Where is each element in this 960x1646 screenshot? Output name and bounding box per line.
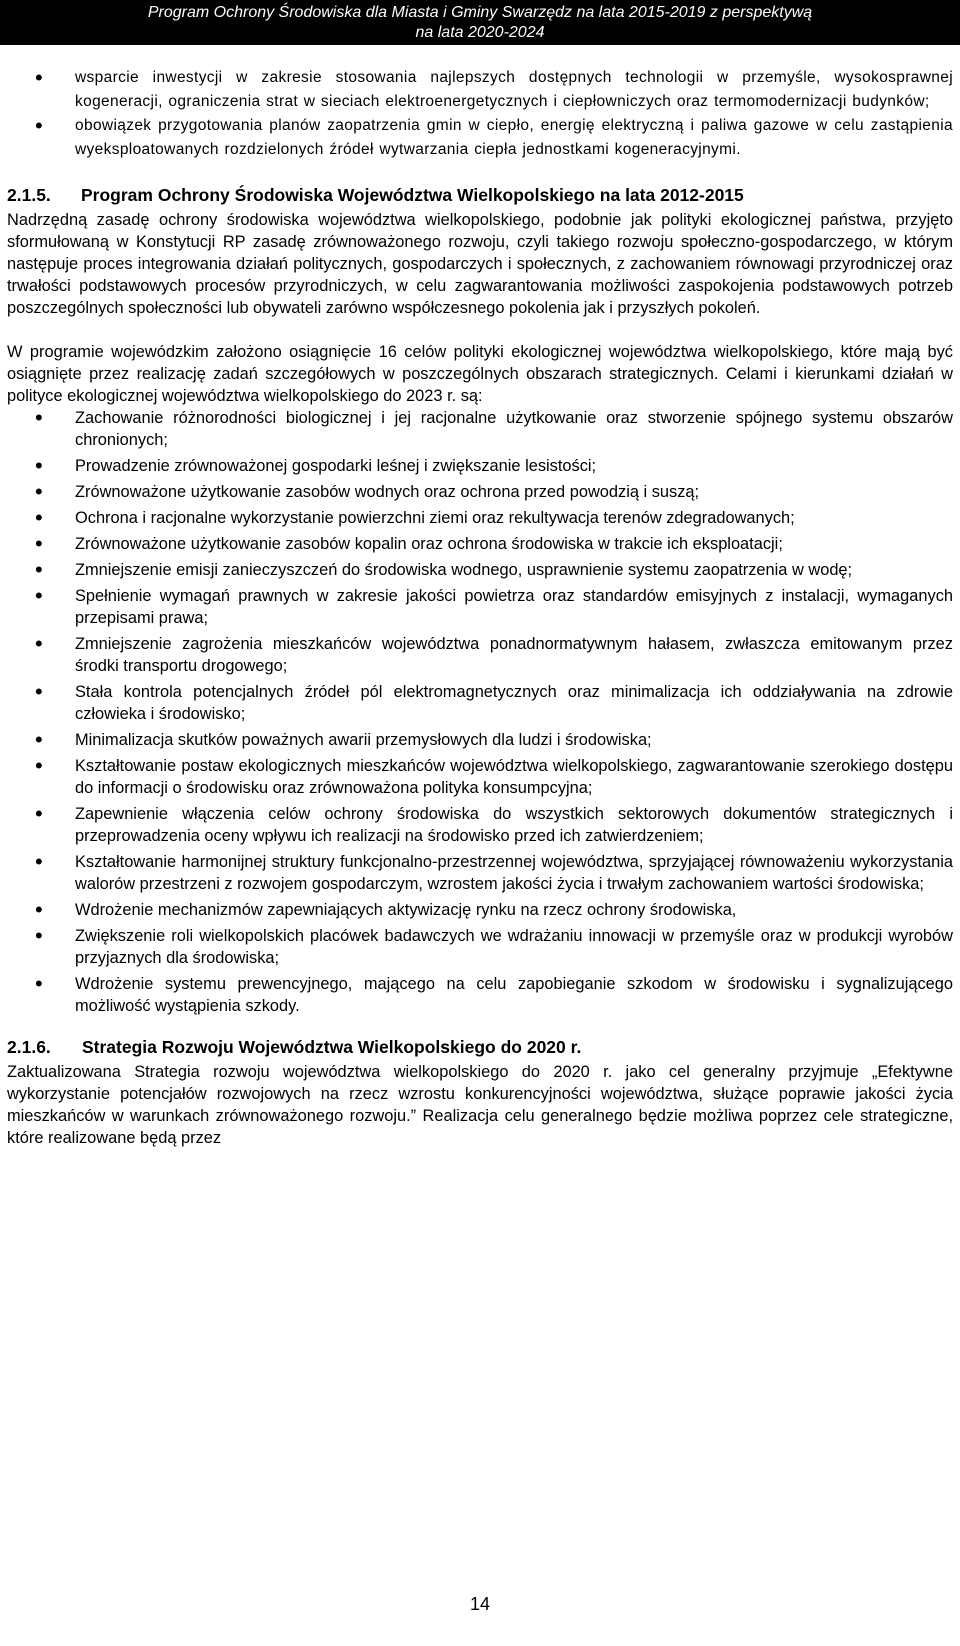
bullet-icon: • xyxy=(35,631,43,656)
list-item xyxy=(7,585,953,629)
list-item-text: Zachowanie różnorodności biologicznej i jej racjonalne użytkowanie oraz stworzenie spójnego systemu obszarów chronionych; xyxy=(75,409,953,449)
page-content xyxy=(7,66,953,1149)
bullet-icon: • xyxy=(35,923,43,948)
list-item-text: Zrównoważone użytkowanie zasobów wodnych oraz ochrona przed powodzią i suszą; xyxy=(75,483,700,501)
list-item-text: Minimalizacja skutków poważnych awarii przemysłowych dla ludzi i środowiska; xyxy=(75,731,652,749)
paragraph: Zaktualizowana Strategia rozwoju województwa wielkopolskiego do 2020 r. jako cel generalny przyjmuje „Efektywne wykorzystanie potencjałów rozwojowych na rzecz wzrostu konkurencyjności województwa, służące poprawie jakości życia mieszkańców w warunkach zrównoważonego rozwoju.” Realizacja celu generalnego będzie możliwa poprzez cele strategiczne, które realizowane będą przez xyxy=(7,1063,953,1147)
page-number: 14 xyxy=(469,1594,491,1614)
list-item xyxy=(7,681,953,725)
bullet-icon: • xyxy=(35,801,43,826)
bullet-icon: • xyxy=(35,453,43,478)
intro-bullet-list xyxy=(7,66,953,162)
section-title: Strategia Rozwoju Województwa Wielkopolskiego do 2020 r. xyxy=(82,1037,582,1057)
section-heading-2-1-5 xyxy=(7,183,953,207)
list-item xyxy=(7,533,953,555)
list-item xyxy=(7,973,953,1017)
running-header xyxy=(0,0,960,45)
running-header-line-2: na lata 2020-2024 xyxy=(415,24,545,41)
section-number: 2.1.5. xyxy=(7,185,51,205)
list-item xyxy=(7,755,953,799)
bullet-icon: • xyxy=(35,583,43,608)
bullet-icon: • xyxy=(35,727,43,752)
bullet-icon: • xyxy=(35,849,43,874)
list-item xyxy=(7,114,953,162)
bullet-icon: • xyxy=(35,113,44,138)
list-item-text: obowiązek przygotowania planów zaopatrzenia gmin w ciepło, energię elektryczną i paliwa gazowe w celu zastąpienia wyeksploatowanych rozdzielonych źródeł wytwarzania ciepła jednostkami kogeneracyjnymi. xyxy=(75,117,953,158)
bullet-icon: • xyxy=(35,405,43,430)
list-item-text: Zapewnienie włączenia celów ochrony środowiska do wszystkich sektorowych dokumentów strategicznych i przeprowadzenia oceny wpływu ich realizacji na środowisko przed ich zatwierdzeniem; xyxy=(75,805,953,845)
list-item xyxy=(7,851,953,895)
bullet-icon: • xyxy=(35,557,43,582)
list-item xyxy=(7,803,953,847)
list-item xyxy=(7,559,953,581)
list-item-text: Kształtowanie postaw ekologicznych mieszkańców województwa wielkopolskiego, zagwarantowanie szerokiego dostępu do informacji o środowisku oraz zrównoważona polityka konsumpcyjna; xyxy=(75,757,953,797)
bullet-icon: • xyxy=(35,505,43,530)
list-item xyxy=(7,899,953,921)
list-item-text: Wdrożenie mechanizmów zapewniających aktywizację rynku na rzecz ochrony środowiska, xyxy=(75,901,737,919)
bullet-icon: • xyxy=(35,897,43,922)
list-item xyxy=(7,455,953,477)
paragraph: Nadrzędną zasadę ochrony środowiska województwa wielkopolskiego, podobnie jak polityki ekologicznej państwa, przyjęto sformułowaną w Konstytucji RP zasadę zrównoważonego rozwoju, czyli takiego rozwoju społeczno-gospodarczego, w którym następuje proces integrowania działań politycznych, gospodarczych i społecznych, z zachowaniem równowagi przyrodniczej oraz trwałości podstawowych procesów przyrodniczych, w celu zagwarantowania możliwości zaspokojenia podstawowych potrzeb poszczególnych społeczności lub obywateli zarówno współczesnego pokolenia jak i przyszłych pokoleń. xyxy=(7,211,953,317)
section-heading-2-1-6 xyxy=(7,1035,953,1059)
list-item-text: Stała kontrola potencjalnych źródeł pól elektromagnetycznych oraz minimalizacja ich oddziaływania na zdrowie człowieka i środowisko; xyxy=(75,683,953,723)
list-item-text: wsparcie inwestycji w zakresie stosowania najlepszych dostępnych technologii w przemyśle, wysokosprawnej kogeneracji, ograniczenia strat w sieciach elektroenergetycznych i ciepłowniczych oraz termomodernizacji budynków; xyxy=(75,69,953,110)
list-item-text: Spełnienie wymagań prawnych w zakresie jakości powietrza oraz standardów emisyjnych z instalacji, wymaganych przepisami prawa; xyxy=(75,587,953,627)
bullet-icon: • xyxy=(35,531,43,556)
list-item xyxy=(7,925,953,969)
list-item xyxy=(7,729,953,751)
list-item xyxy=(7,66,953,114)
list-item-text: Zmniejszenie emisji zanieczyszczeń do środowiska wodnego, usprawnienie systemu zaopatrzenia w wodę; xyxy=(75,561,853,579)
running-header-line-1: Program Ochrony Środowiska dla Miasta i Gminy Swarzędz na lata 2015-2019 z perspektywą xyxy=(147,4,813,21)
bullet-icon: • xyxy=(35,971,43,996)
paragraph: W programie wojewódzkim założono osiągnięcie 16 celów polityki ekologicznej województwa wielkopolskiego, które mają być osiągnięte przez realizację zadań szczegółowych w poszczególnych obszarach strategicznych. Celami i kierunkami działań w polityce ekologicznej województwa wielkopolskiego do 2023 r. są: xyxy=(7,343,953,405)
bullet-icon: • xyxy=(35,479,43,504)
list-item-text: Zrównoważone użytkowanie zasobów kopalin oraz ochrona środowiska w trakcie ich eksploatacji; xyxy=(75,535,783,553)
bullet-icon: • xyxy=(35,753,43,778)
list-item xyxy=(7,633,953,677)
list-item-text: Ochrona i racjonalne wykorzystanie powierzchni ziemi oraz rekultywacja terenów zdegradowanych; xyxy=(75,509,795,527)
list-item-text: Zmniejszenie zagrożenia mieszkańców województwa ponadnormatywnym hałasem, zwłaszcza emitowanym przez środki transportu drogowego; xyxy=(75,635,953,675)
list-item-text: Zwiększenie roli wielkopolskich placówek badawczych we wdrażaniu innowacji w przemyśle oraz w produkcji wyrobów przyjaznych dla środowiska; xyxy=(75,927,953,967)
list-item xyxy=(7,481,953,503)
goals-bullet-list xyxy=(7,407,953,1017)
list-item xyxy=(7,507,953,529)
section-number: 2.1.6. xyxy=(7,1037,51,1057)
bullet-icon: • xyxy=(35,679,43,704)
list-item xyxy=(7,407,953,451)
section-title: Program Ochrony Środowiska Województwa Wielkopolskiego na lata 2012-2015 xyxy=(81,185,744,205)
list-item-text: Wdrożenie systemu prewencyjnego, mającego na celu zapobieganie szkodom w środowisku i sygnalizującego możliwość wystąpienia szkody. xyxy=(75,975,953,1015)
list-item-text: Prowadzenie zrównoważonej gospodarki leśnej i zwiększanie lesistości; xyxy=(75,457,597,475)
bullet-icon: • xyxy=(35,65,44,90)
list-item-text: Kształtowanie harmonijnej struktury funkcjonalno-przestrzennej województwa, sprzyjającej równoważeniu wykorzystania walorów przestrzeni z rozwojem gospodarczym, wzrostem jakości życia i trwałym zachowaniem wartości środowiska; xyxy=(75,853,953,893)
